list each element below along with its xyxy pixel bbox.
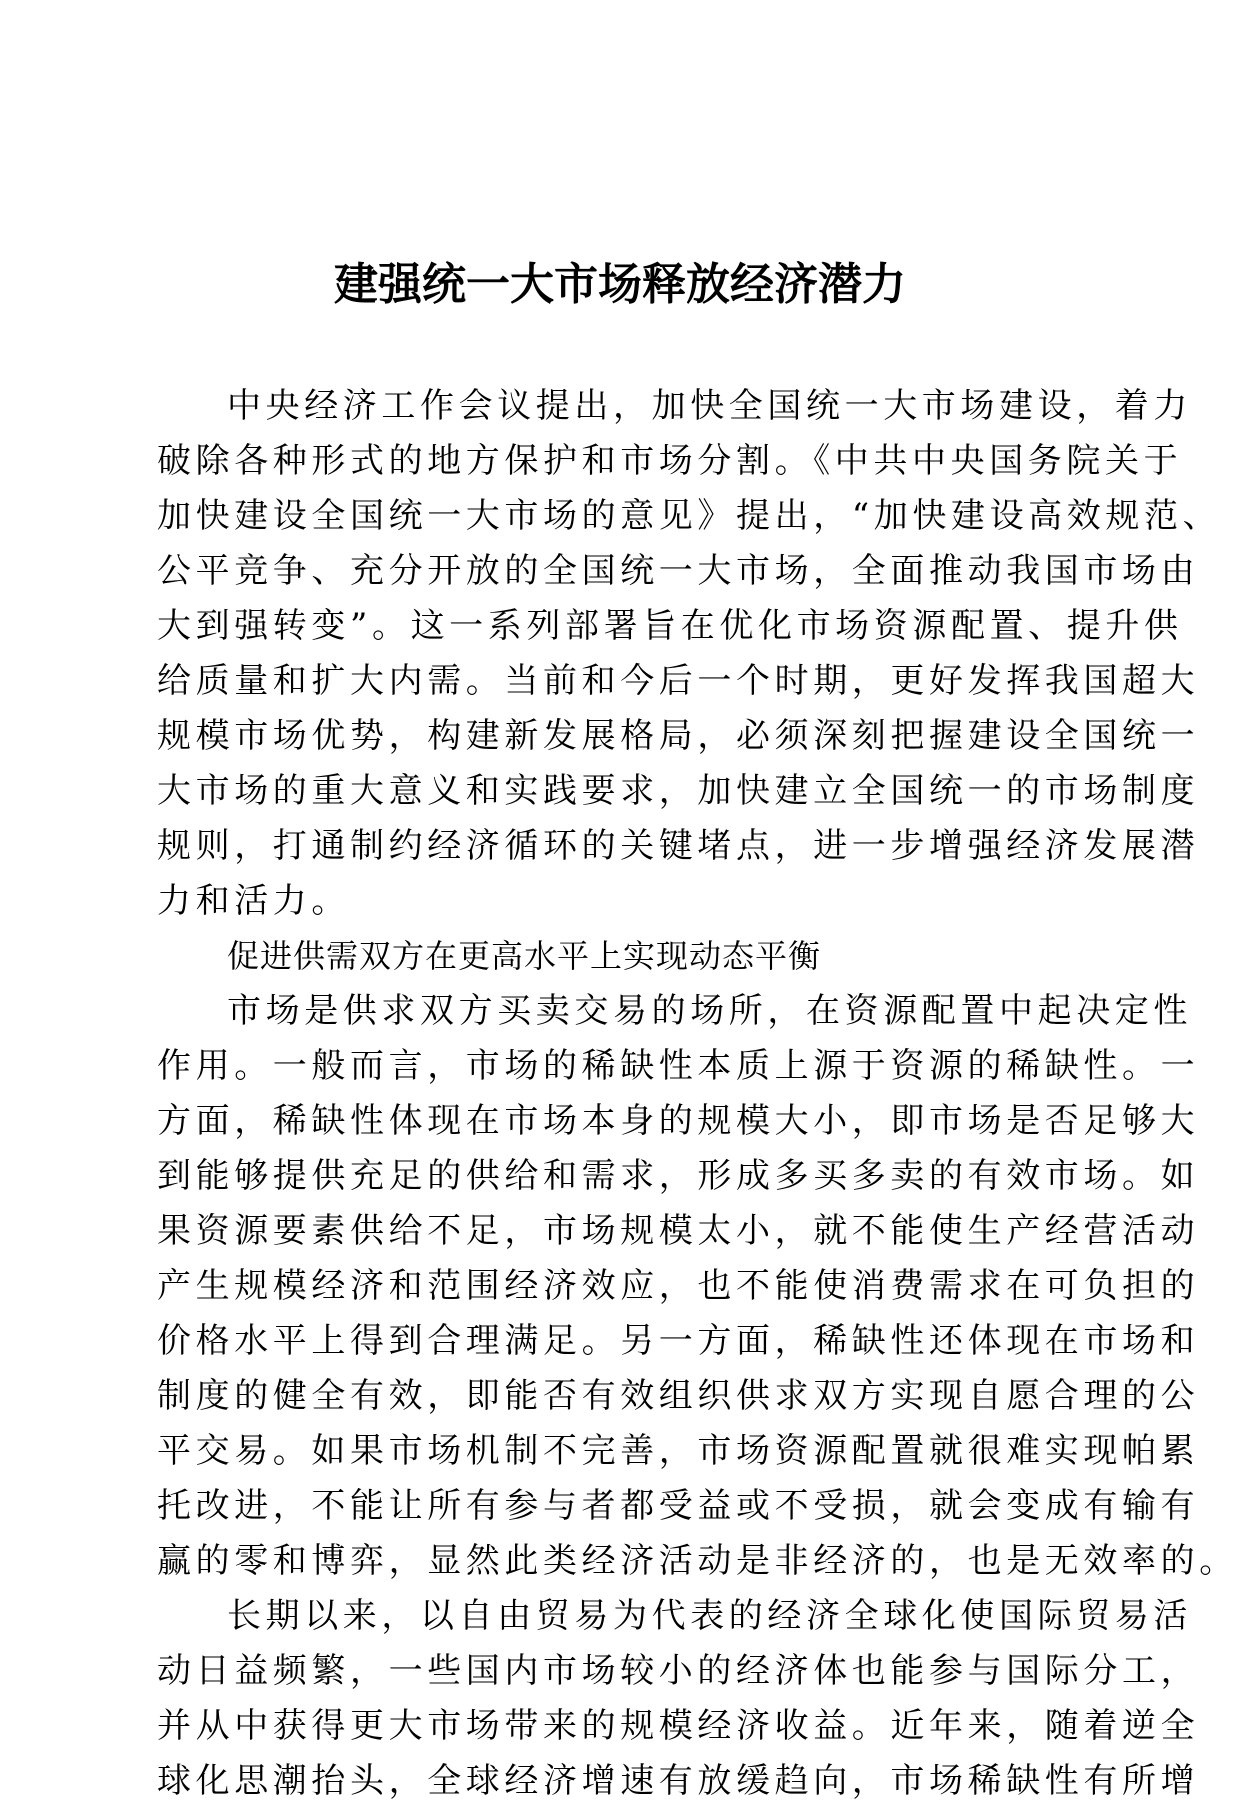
paragraph-line: 规模市场优势，构建新发展格局，必须深刻把握建设全国统一: [157, 716, 1200, 756]
section-heading: 促进供需双方在更高水平上实现动态平衡: [227, 937, 822, 975]
paragraph-line: 作用。一般而言，市场的稀缺性本质上源于资源的稀缺性。一: [157, 1046, 1200, 1086]
paragraph-line: 果资源要素供给不足，市场规模太小，就不能使生产经营活动: [157, 1211, 1200, 1251]
paragraph-line: 价格水平上得到合理满足。另一方面，稀缺性还体现在市场和: [157, 1321, 1200, 1361]
paragraph-line: 产生规模经济和范围经济效应，也不能使消费需求在可负担的: [157, 1266, 1200, 1306]
paragraph-line: 赢的零和博弈，显然此类经济活动是非经济的，也是无效率的。: [157, 1541, 1238, 1581]
document-body: [157, 379, 1238, 1809]
paragraph-line: 方面，稀缺性体现在市场本身的规模大小，即市场是否足够大: [157, 1101, 1200, 1141]
paragraph-line: 球化思潮抬头，全球经济增速有放缓趋向，市场稀缺性有所增: [157, 1761, 1200, 1801]
paragraph-line: 市场是供求双方买卖交易的场所，在资源配置中起决定性: [227, 991, 1192, 1031]
paragraph-line: 给质量和扩大内需。当前和今后一个时期，更好发挥我国超大: [157, 661, 1200, 701]
paragraph-line: 托改进，不能让所有参与者都受益或不受损，就会变成有输有: [157, 1486, 1200, 1526]
paragraph-line: 力和活力。: [157, 881, 350, 921]
paragraph-line: 大市场的重大意义和实践要求，加快建立全国统一的市场制度: [157, 771, 1200, 811]
paragraph-line: 制度的健全有效，即能否有效组织供求双方实现自愿合理的公: [157, 1376, 1200, 1416]
paragraph-line: 并从中获得更大市场带来的规模经济收益。近年来，随着逆全: [157, 1706, 1200, 1746]
paragraph-line: 平交易。如果市场机制不完善，市场资源配置就很难实现帕累: [157, 1431, 1200, 1471]
paragraph-line: 规则，打通制约经济循环的关键堵点，进一步增强经济发展潜: [157, 826, 1200, 866]
paragraph-line: 破除各种形式的地方保护和市场分割。《中共中央国务院关于: [157, 441, 1183, 481]
paragraph-line: 公平竞争、充分开放的全国统一大市场，全面推动我国市场由: [157, 551, 1200, 591]
paragraph-line: 到能够提供充足的供给和需求，形成多买多卖的有效市场。如: [157, 1156, 1200, 1196]
document-title: 建强统一大市场释放经济潜力: [334, 259, 906, 310]
paragraph-line: 中央经济工作会议提出，加快全国统一大市场建设，着力: [227, 386, 1192, 426]
paragraph-line: 加快建设全国统一大市场的意见》提出，“加快建设高效规范、: [157, 496, 1222, 536]
paragraph-line: 动日益频繁，一些国内市场较小的经济体也能参与国际分工，: [157, 1651, 1200, 1691]
paragraph-line: 长期以来，以自由贸易为代表的经济全球化使国际贸易活: [227, 1596, 1192, 1636]
paragraph-line: 大到强转变”。这一系列部署旨在优化市场资源配置、提升供: [157, 606, 1183, 646]
